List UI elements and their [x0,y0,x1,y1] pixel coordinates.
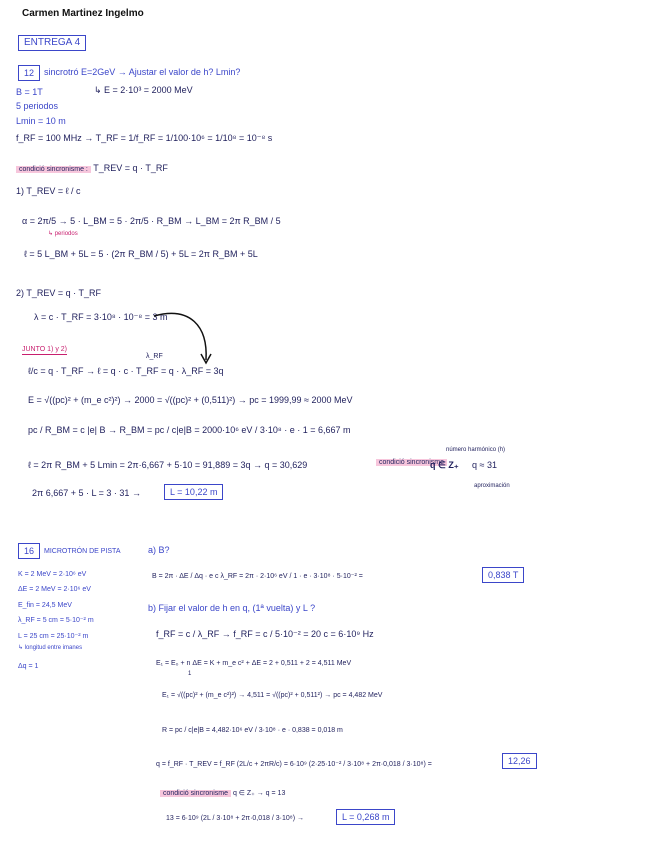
lambda-rf-label: λ_RF [146,353,163,360]
problem-12-statement: sincrotró E=2GeV → Ajustar el valor de h? Lmin? [44,67,241,77]
entrega-label: ENTREGA 4 [18,35,86,51]
energy-equation: E = √((pc)² + (m_e c²)²) → 2000 = √((pc)² + (0,511)²) → pc = 1999,99 ≈ 2000 MeV [28,395,353,405]
final-equation-16: 13 = 6·10⁹ (2L / 3·10⁸ + 2π·0,018 / 3·10⁸) → [166,815,304,822]
given-k: K = 2 MeV = 2·10⁶ eV [18,571,87,578]
answer-q: 12,26 [502,753,537,769]
alpha-equation: α = 2π/5 → 5 · L_BM = 5 · 2π/5 · R_BM → L_BM = 2π R_BM / 5 [22,216,281,226]
e1-n-value: 1 [188,671,192,677]
harmonic-note: número harmónico (h) [446,447,506,453]
frf-equation: f_RF = 100 MHz → T_RF = 1/f_RF = 1/100·10⁶ = 1/10⁸ = 10⁻⁸ s [16,133,273,143]
q-condition-label: condició sincronisme [376,459,447,466]
sync-condition-label: condició sincronisme : [16,166,91,173]
e1b-equation: E₁ = √((pc)² + (m_e c²)²) → 4,511 = √((pc)² + 0,511²) → pc = 4,482 MeV [162,692,383,699]
problem-12-number: 12 [18,65,40,81]
joint-label: JUNTO 1) y 2) [22,346,67,353]
b-equation: B = 2π · ΔE / Δq · e c λ_RF = 2π · 2·10⁶ eV / 1 · e · 3·10⁸ · 5·10⁻² = [152,573,363,580]
given-efin: E_fin = 24,5 MeV [18,602,72,609]
given-l-note: ↳ longitud entre imanes [18,645,83,651]
rbm-equation: pc / R_BM = c |e| B → R_BM = pc / c|e|B = 2000·10⁶ eV / 3·10⁸ · e · 1 = 6,667 m [28,425,351,435]
q-equation: ℓ = 2π R_BM + 5 Lmin = 2π·6,667 + 5·10 = 91,889 = 3q → q = 30,629 [28,460,308,470]
given-periods: 5 periodos [16,101,59,111]
answer-b: 0,838 T [482,567,524,583]
lambda-equation: λ = c · T_RF = 3·10⁸ · 10⁻⁸ = 3 m [34,312,168,322]
problem-12-energy: ↳ E = 2·10³ = 2000 MeV [94,85,193,95]
joint-equation: ℓ/c = q · T_RF → ℓ = q · c · T_RF = q · λ_RF = 3q [28,366,224,376]
given-delta-e: ΔE = 2 MeV = 2·10⁶ eV [18,586,91,593]
approx-note: aproximación [474,483,510,489]
given-delta-q: Δq = 1 [18,663,39,670]
problem-16-number: 16 [18,543,40,559]
problem-16-statement: MICROTRÓN DE PISTA [44,548,121,555]
condition-16-eq: q ∈ Z₊ → q = 13 [232,790,286,797]
author-name: Carmen Martinez Ingelmo [22,8,144,19]
answer-12: L = 10,22 m [164,484,223,500]
ell-equation: ℓ = 5 L_BM + 5L = 5 · (2π R_BM / 5) + 5L = 2π R_BM + 5L [24,249,258,259]
e1-equation: E₁ = E₀ + n ΔE = K + m_e c² + ΔE = 2 + 0,511 + 2 = 4,511 MeV [156,660,352,667]
sync-condition-eq: T_REV = q · T_RF [93,163,168,173]
given-lambda-rf: λ_RF = 5 cm = 5·10⁻² m [18,617,94,624]
condition-16-label: condició sincronisme [160,790,231,797]
frf-equation-16: f_RF = c / λ_RF → f_RF = c / 5·10⁻² = 20 c = 6·10⁹ Hz [156,629,374,639]
r-equation: R = pc / c|e|B = 4,482·10⁶ eV / 3·10⁸ · e · 0,838 = 0,018 m [162,727,343,734]
step-2: 2) T_REV = q · T_RF [16,288,101,298]
q-set: q ∈ Z₊ [430,460,459,470]
answer-16: L = 0,268 m [336,809,395,825]
step-1: 1) T_REV = ℓ / c [16,186,81,196]
alpha-note: ↳ periodos [48,231,78,237]
sync-condition [16,163,168,174]
given-b: B = 1T [16,87,43,97]
final-equation-12: 2π 6,667 + 5 · L = 3 · 31 → [32,488,141,498]
question-a: a) B? [148,545,170,555]
question-b: b) Fijar el valor de h en q, (1ª vuelta) y L ? [148,603,316,613]
given-l: L = 25 cm = 25·10⁻² m [18,633,89,640]
condition-16 [160,789,285,798]
q16-equation: q = f_RF · T_REV = f_RF (2L/c + 2πR/c) = 6·10⁹ (2·25·10⁻² / 3·10⁸ + 2π·0,018 / 3·10⁸) = [156,761,432,768]
q-value: q ≈ 31 [472,460,497,470]
given-lmin: Lmin = 10 m [16,116,66,126]
